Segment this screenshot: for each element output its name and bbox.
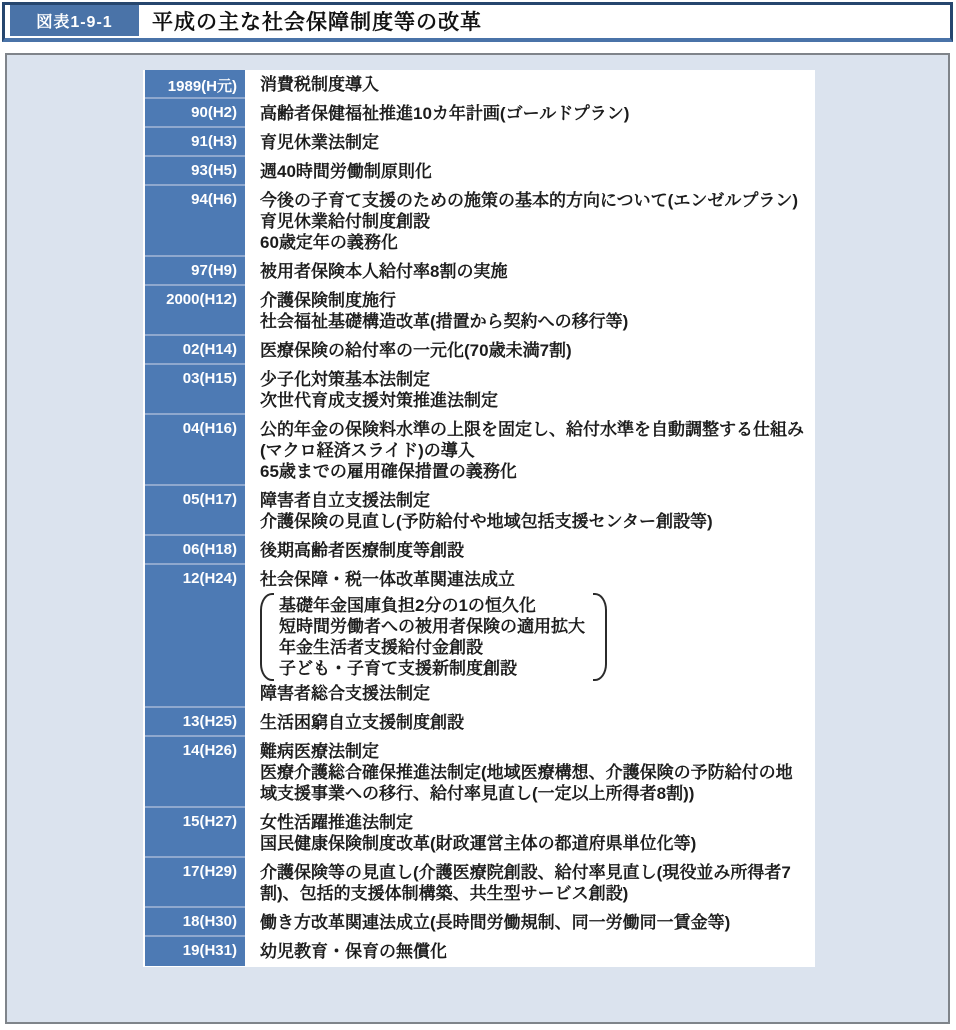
row-content <box>245 128 815 157</box>
event-line: 社会福祉基礎構造改革(措置から契約への移行等) <box>260 312 629 331</box>
event-line: 社会保障・税一体改革関連法成立 <box>260 570 515 589</box>
event-line: (マクロ経済スライド)の導入 <box>260 441 475 460</box>
row-content <box>245 908 815 937</box>
timeline-row <box>145 808 815 858</box>
event-line: 医療保険の給付率の一元化(70歳未満7割) <box>260 341 572 360</box>
event-line: 障害者自立支援法制定 <box>260 491 430 510</box>
year-cell: 91(H3) <box>145 128 245 157</box>
event-line: 育児休業法制定 <box>260 133 379 152</box>
year-cell: 12(H24) <box>145 565 245 708</box>
row-content <box>245 708 815 737</box>
row-content <box>245 737 815 808</box>
timeline-row <box>145 937 815 966</box>
row-content <box>245 186 815 257</box>
event-line: 育児休業給付制度創設 <box>260 212 430 231</box>
year-cell: 90(H2) <box>145 99 245 128</box>
bracket-event-line: 子ども・子育て支援新制度創設 <box>279 659 517 678</box>
event-line: 介護保険制度施行 <box>260 291 396 310</box>
event-line: 介護保険等の見直し(介護医療院創設、給付率見直し(現役並み所得者7 <box>260 863 791 882</box>
timeline-row <box>145 908 815 937</box>
year-cell: 15(H27) <box>145 808 245 858</box>
timeline-row <box>145 286 815 336</box>
event-line: 今後の子育て支援のための施策の基本的方向について(エンゼルプラン) <box>260 191 798 210</box>
timeline-row <box>145 708 815 737</box>
year-cell: 13(H25) <box>145 708 245 737</box>
year-cell: 97(H9) <box>145 257 245 286</box>
row-content <box>245 858 815 908</box>
row-content <box>245 415 815 486</box>
row-content <box>245 486 815 536</box>
timeline-row <box>145 737 815 808</box>
timeline-row <box>145 128 815 157</box>
event-line: 域支援事業への移行、給付率見直し(一定以上所得者8割)) <box>260 784 695 803</box>
event-line: 高齢者保健福祉推進10カ年計画(ゴールドプラン) <box>260 104 630 123</box>
timeline-row <box>145 70 815 99</box>
timeline-table <box>143 70 815 967</box>
event-line: 65歳までの雇用確保措置の義務化 <box>260 462 517 481</box>
figure-panel <box>5 53 950 1024</box>
timeline-row <box>145 536 815 565</box>
row-content <box>245 937 815 966</box>
year-cell: 14(H26) <box>145 737 245 808</box>
timeline-row <box>145 486 815 536</box>
row-content <box>245 536 815 565</box>
year-cell: 02(H14) <box>145 336 245 365</box>
bracket-left-icon <box>260 593 274 681</box>
figure-number-label: 図表1-9-1 <box>10 5 139 36</box>
bracket-right-icon <box>593 593 607 681</box>
timeline-row <box>145 99 815 128</box>
timeline-row <box>145 565 815 708</box>
bracket-group <box>260 593 607 681</box>
event-line: 割)、包括的支援体制構築、共生型サービス創設) <box>260 884 629 903</box>
year-cell: 1989(H元) <box>145 70 245 99</box>
bracket-items <box>274 593 593 681</box>
row-content <box>245 365 815 415</box>
event-line: 週40時間労働制原則化 <box>260 162 432 181</box>
bracket-event-line: 基礎年金国庫負担2分の1の恒久化 <box>279 596 536 615</box>
year-cell: 04(H16) <box>145 415 245 486</box>
event-line: 介護保険の見直し(予防給付や地域包括支援センター創設等) <box>260 512 713 531</box>
event-line: 60歳定年の義務化 <box>260 233 398 252</box>
timeline-row <box>145 365 815 415</box>
event-line: 働き方改革関連法成立(長時間労働規制、同一労働同一賃金等) <box>260 913 731 932</box>
timeline-row <box>145 858 815 908</box>
event-line: 難病医療法制定 <box>260 742 379 761</box>
figure-header <box>2 2 953 42</box>
event-line: 次世代育成支援対策推進法制定 <box>260 391 498 410</box>
timeline-row <box>145 415 815 486</box>
row-content <box>245 99 815 128</box>
figure-title: 平成の主な社会保障制度等の改革 <box>152 10 482 34</box>
year-cell: 17(H29) <box>145 858 245 908</box>
year-cell: 19(H31) <box>145 937 245 966</box>
event-line: 生活困窮自立支援制度創設 <box>260 713 464 732</box>
timeline-row <box>145 336 815 365</box>
year-cell: 18(H30) <box>145 908 245 937</box>
event-line: 公的年金の保険料水準の上限を固定し、給付水準を自動調整する仕組み <box>260 420 804 439</box>
row-content <box>245 70 815 99</box>
row-content <box>245 286 815 336</box>
timeline-row <box>145 257 815 286</box>
event-line: 女性活躍推進法制定 <box>260 813 413 832</box>
event-line: 後期高齢者医療制度等創設 <box>260 541 464 560</box>
row-content <box>245 565 815 708</box>
event-line: 被用者保険本人給付率8割の実施 <box>260 262 508 281</box>
year-cell: 93(H5) <box>145 157 245 186</box>
event-line: 国民健康保険制度改革(財政運営主体の都道府県単位化等) <box>260 834 697 853</box>
row-content <box>245 157 815 186</box>
event-line: 障害者総合支援法制定 <box>260 684 430 703</box>
row-content <box>245 336 815 365</box>
timeline-row <box>145 157 815 186</box>
year-cell: 2000(H12) <box>145 286 245 336</box>
year-cell: 06(H18) <box>145 536 245 565</box>
bracket-event-line: 年金生活者支援給付金創設 <box>279 638 483 657</box>
row-content <box>245 257 815 286</box>
year-cell: 05(H17) <box>145 486 245 536</box>
timeline-row <box>145 186 815 257</box>
bracket-event-line: 短時間労働者への被用者保険の適用拡大 <box>279 617 585 636</box>
event-line: 少子化対策基本法制定 <box>260 370 430 389</box>
event-line: 幼児教育・保育の無償化 <box>260 942 447 961</box>
year-cell: 94(H6) <box>145 186 245 257</box>
event-line: 医療介護総合確保推進法制定(地域医療構想、介護保険の予防給付の地 <box>260 763 793 782</box>
year-cell: 03(H15) <box>145 365 245 415</box>
event-line: 消費税制度導入 <box>260 75 379 94</box>
row-content <box>245 808 815 858</box>
